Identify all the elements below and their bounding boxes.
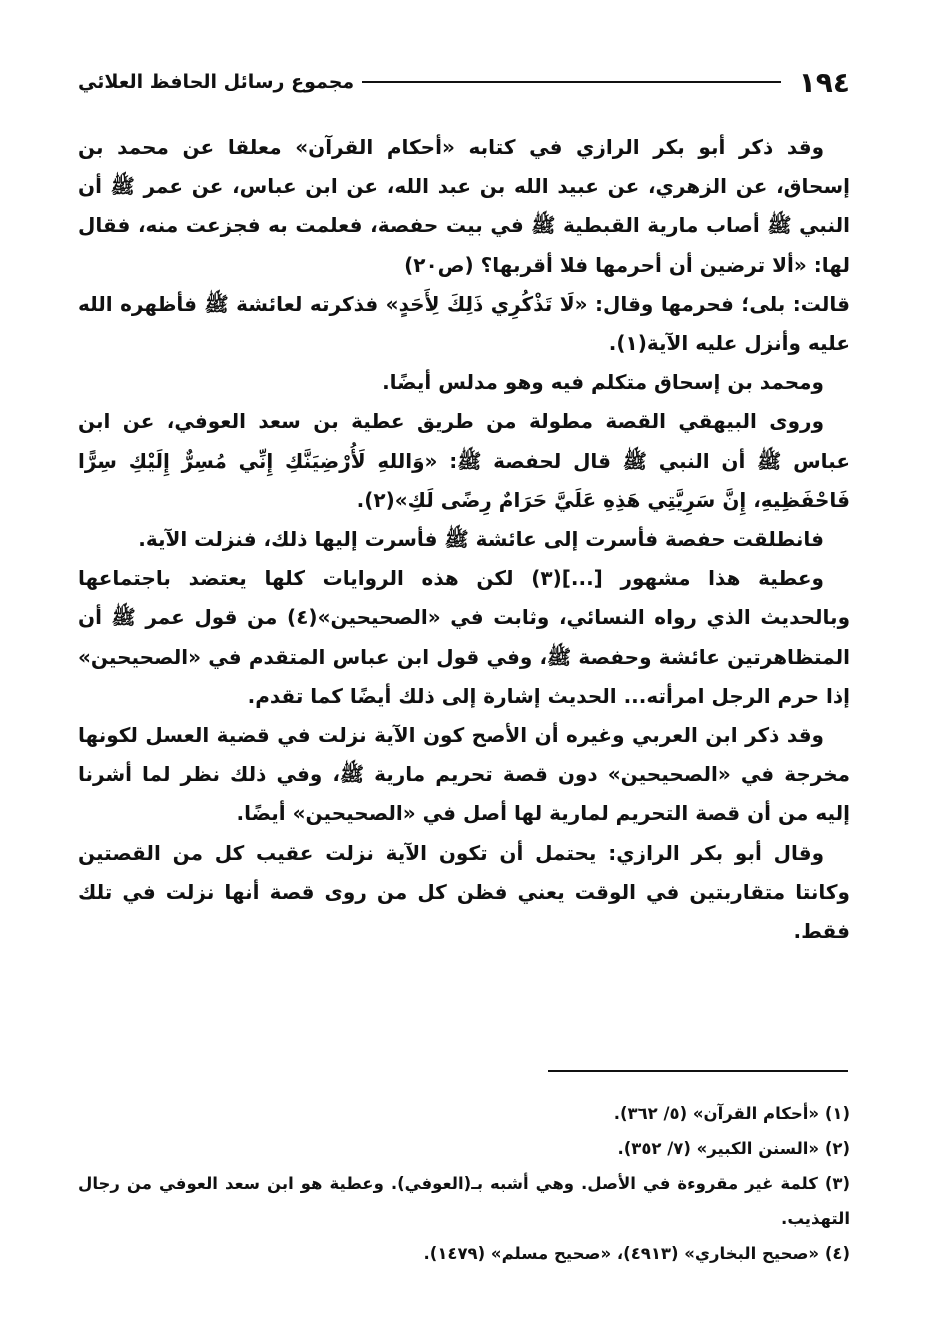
footnotes [78,1096,850,1271]
footnote: (٤) «صحيح البخاري» (٤٩١٣)، «صحيح مسلم» (١٤٧٩). [423,1244,850,1263]
page-number: ١٩٤ [798,65,850,99]
paragraph: فانطلقت حفصة فأسرت إلى عائشة ﷺ فأسرت إليها ذلك، فنزلت الآية. [138,527,824,552]
footnote: (٣) كلمة غير مقروءة في الأصل. وهي أشبه بـ(العوفي). وعطية هو ابن سعد العوفي من رجال التهذيب. [78,1174,850,1228]
paragraph: وقد ذكر أبو بكر الرازي في كتابه «أحكام القرآن» معلقا عن محمد بن إسحاق، عن الزهري، عن عبيد الله بن عبد الله، عن ابن عباس، عن عمر ﷺ أن النبي ﷺ أصاب مارية القبطية ﷺ في بيت حفصة، فعلمت به فجزعت منه، فقال لها: «ألا ترضين أن أحرمها فلا أقربها؟ (ص٢٠) [78,135,850,277]
paragraph: وعطية هذا مشهور [...](٣) لكن هذه الروايات كلها يعتضد باجتماعها وبالحديث الذي رواه النسائي، وثابت في «الصحيحين»(٤) من قول عمر ﷺ أن المتظاهرتين عائشة وحفصة ﷺ، وفي قول ابن عباس المتقدم في «الصحيحين» إذا حرم الرجل امرأته... الحديث إشارة إلى ذلك أيضًا كما تقدم. [78,566,850,708]
paragraph: ومحمد بن إسحاق متكلم فيه وهو مدلس أيضًا. [382,370,824,395]
footnote-separator [548,1070,848,1072]
paragraph: وروى البيهقي القصة مطولة من طريق عطية بن سعد العوفي، عن ابن عباس ﷺ أن النبي ﷺ قال لحفصة ﷺ: «وَاللهِ لَأُرْضِيَنَّكِ إِنِّي مُسِرٌّ إِلَيْكِ سِرًّا فَاحْفَظِيهِ، إِنَّ سَرِيَّتِي هَذِهِ عَلَيَّ حَرَامٌ رِضًى لَكِ»(٢). [78,409,850,512]
paragraph: قالت: بلى؛ فحرمها وقال: «لَا تَذْكُرِي ذَلِكَ لِأَحَدٍ» فذكرته لعائشة ﷺ فأظهره الله عليه وأنزل عليه الآية(١). [78,291,850,356]
main-text [78,128,850,951]
footnote: (٢) «السنن الكبير» (٧/ ٣٥٢). [617,1139,850,1158]
paragraph: وقال أبو بكر الرازي: يحتمل أن تكون الآية نزلت عقيب كل من القصتين وكانتا متقاربتين في الوقت يعني فظن كل من روى قصة أنها نزلت في تلك فقط. [78,840,850,944]
footnote: (١) «أحكام القرآن» (٥/ ٣٦٢). [613,1104,850,1123]
paragraph: وقد ذكر ابن العربي وغيره أن الأصح كون الآية نزلت في قضية العسل لكونها مخرجة في «الصحيحين» دون قصة تحريم مارية ﷺ، وفي ذلك نظر لما أشرنا إليه من أن قصة التحريم لمارية لها أصل في «الصحيحين» أيضًا. [78,723,850,826]
running-title: مجموع رسائل الحافظ العلائي [78,71,355,93]
page-header [78,62,850,102]
header-rule [362,81,781,83]
